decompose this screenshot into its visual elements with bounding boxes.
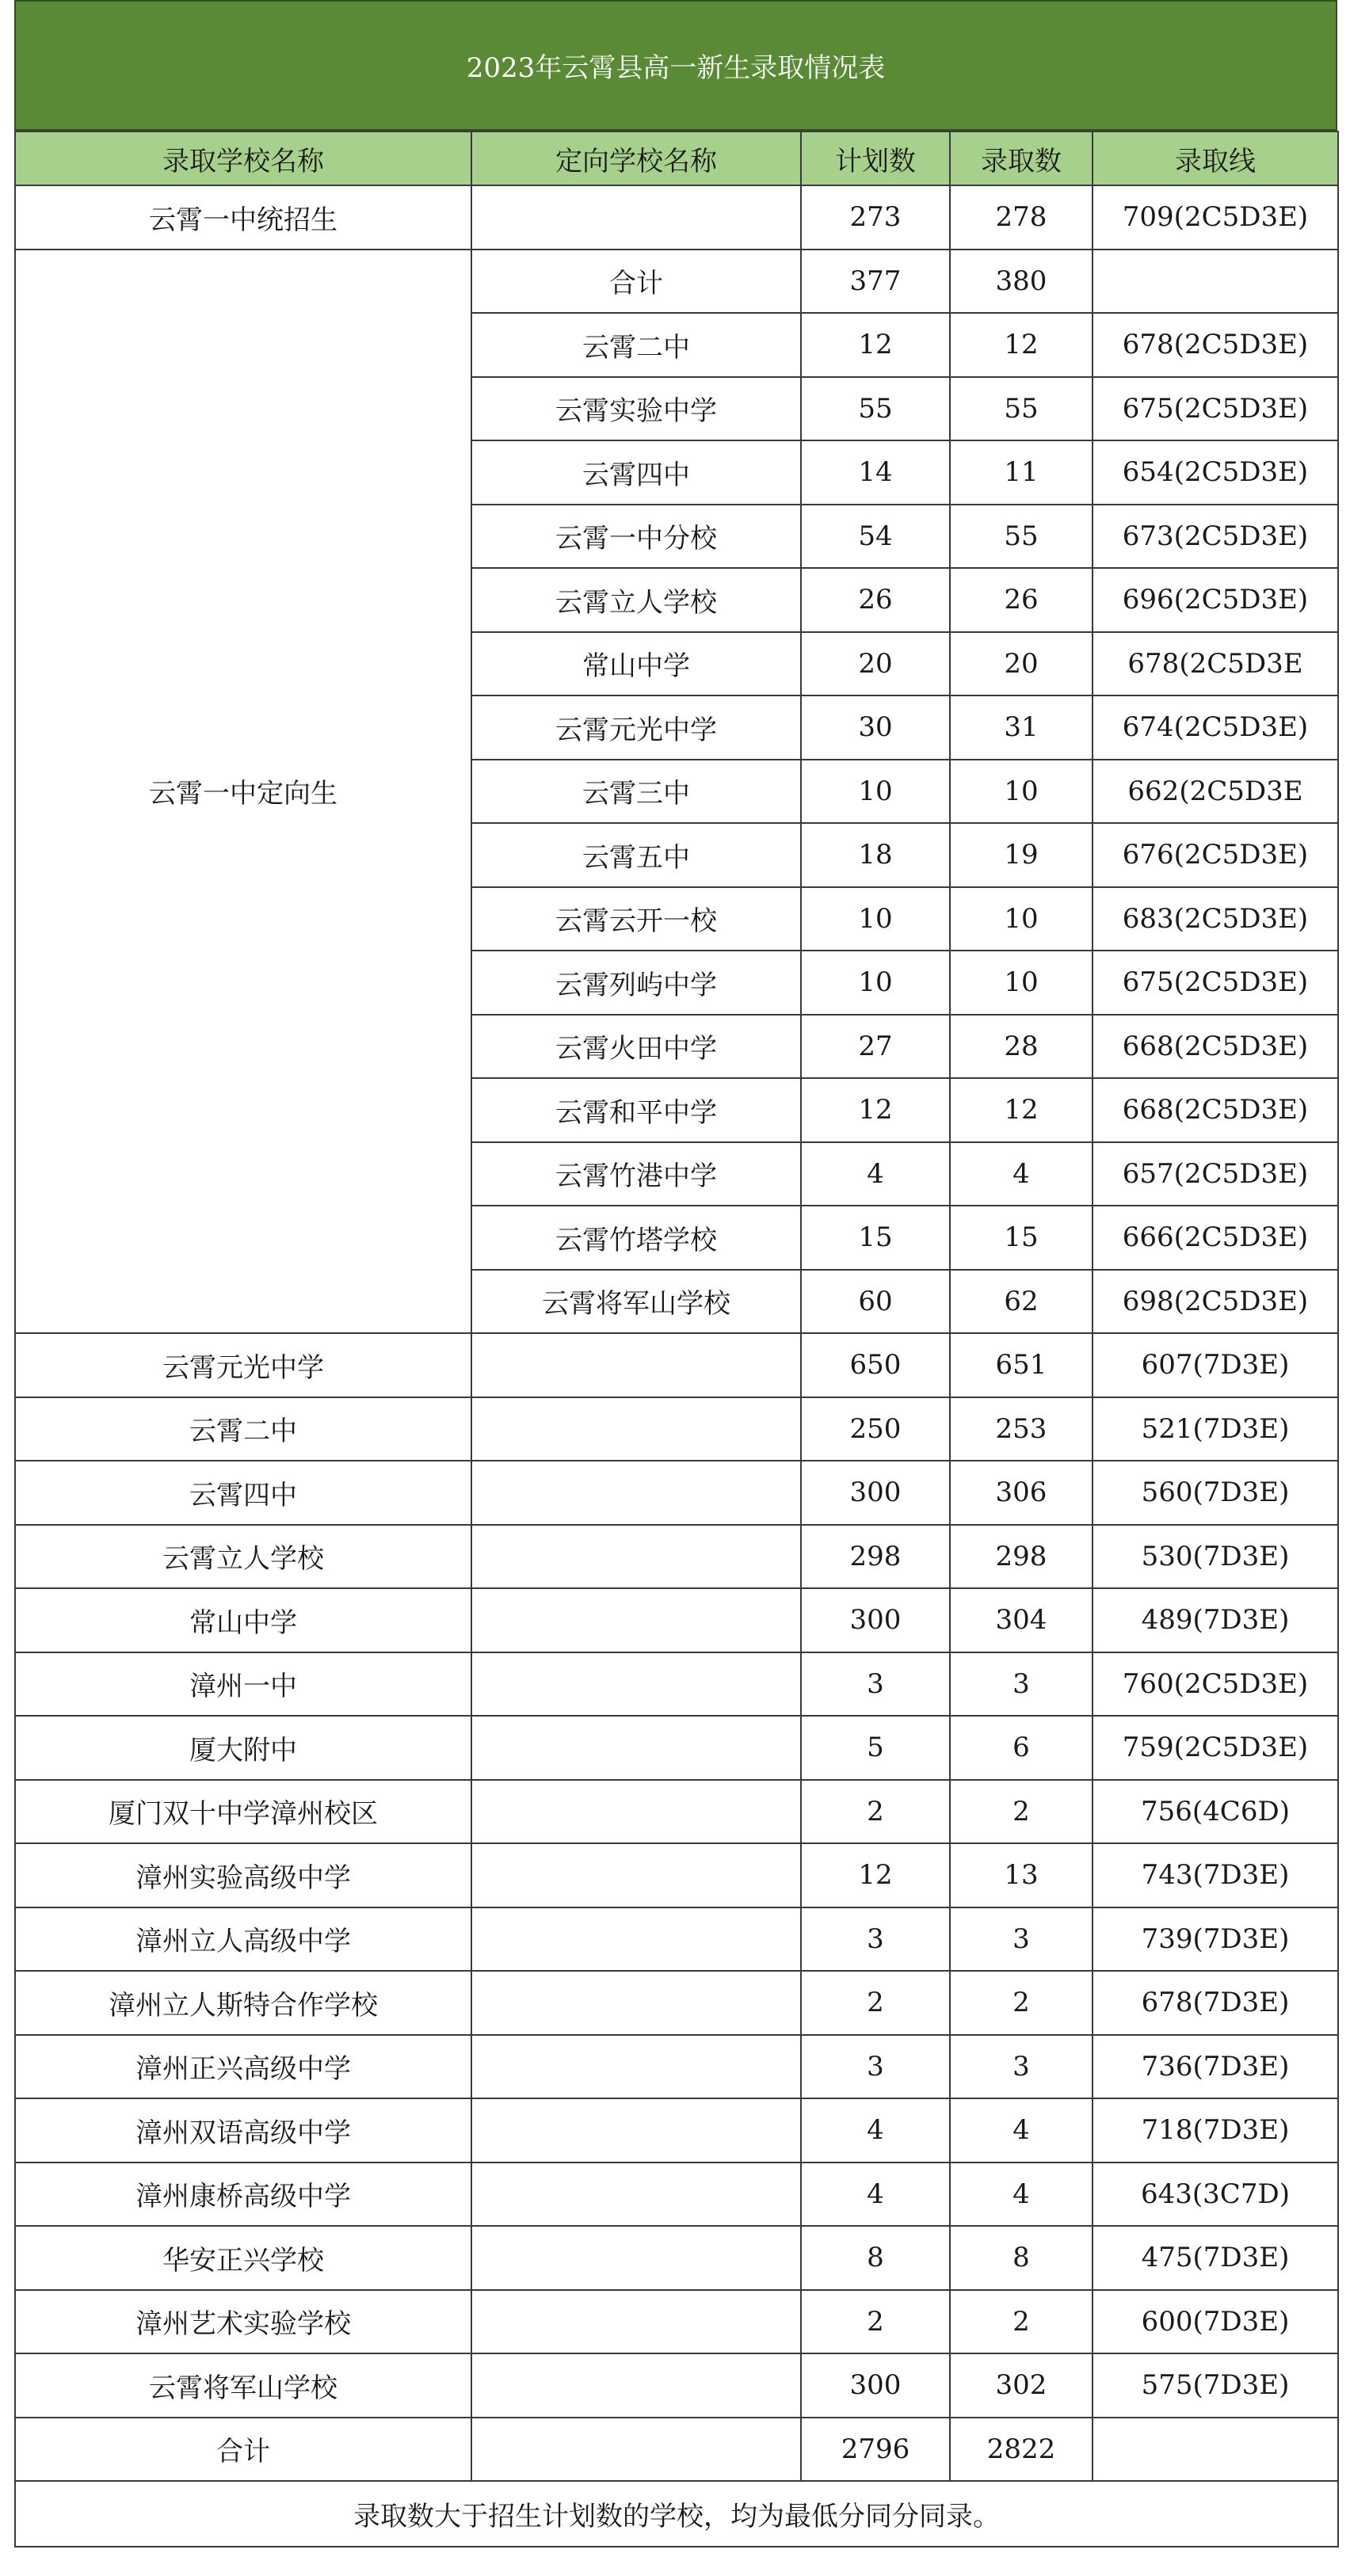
cell-admitted: 3 [950,2035,1093,2099]
cell-directed-school [471,2098,801,2163]
cell-cutoff: 718(7D3E) [1093,2098,1338,2163]
cell-admitting-school: 云霄一中统招生 [15,185,471,250]
cell-cutoff: 666(2C5D3E) [1093,1206,1338,1270]
cell-plan: 250 [801,1397,950,1461]
table-title-bar [14,0,1337,131]
cell-directed-school: 云霄实验中学 [471,377,801,441]
cell-directed-school: 云霄元光中学 [471,695,801,760]
cell-plan: 300 [801,2353,950,2418]
cell-admitted: 15 [950,1206,1093,1270]
cell-admitted: 13 [950,1843,1093,1907]
table-row [15,2035,1338,2099]
cell-admitted: 302 [950,2353,1093,2418]
cell-plan: 12 [801,313,950,377]
header-directed-school: 定向学校名称 [471,131,801,185]
header-plan: 计划数 [801,131,950,185]
cell-plan: 4 [801,2098,950,2163]
cell-directed-school [471,2418,801,2482]
cell-cutoff: 668(2C5D3E) [1093,1078,1338,1142]
cell-directed-school: 云霄一中分校 [471,505,801,569]
cell-admitted: 306 [950,1461,1093,1525]
cell-directed-school [471,1780,801,1844]
table-row [15,1971,1338,2035]
cell-plan: 3 [801,2035,950,2099]
cell-admitted: 55 [950,505,1093,569]
header-admitting-school: 录取学校名称 [15,131,471,185]
cell-admitting-school: 合计 [15,2418,471,2482]
admission-table [14,131,1339,2547]
cell-admitted: 3 [950,1652,1093,1717]
cell-cutoff: 530(7D3E) [1093,1525,1338,1589]
cell-admitting-school: 云霄四中 [15,1461,471,1525]
cell-directed-school: 云霄二中 [471,313,801,377]
cell-admitting-school: 厦大附中 [15,1716,471,1780]
cell-cutoff: 743(7D3E) [1093,1843,1338,1907]
cell-admitted: 31 [950,695,1093,760]
cell-directed-school: 云霄火田中学 [471,1015,801,1079]
cell-cutoff: 683(2C5D3E) [1093,887,1338,951]
cell-cutoff: 643(3C7D) [1093,2163,1338,2227]
cell-plan: 20 [801,632,950,696]
cell-cutoff: 739(7D3E) [1093,1907,1338,1972]
cell-cutoff: 759(2C5D3E) [1093,1716,1338,1780]
cell-admitted: 651 [950,1333,1093,1397]
table-row [15,1716,1338,1780]
cell-admitted: 28 [950,1015,1093,1079]
table-row [15,2226,1338,2290]
cell-cutoff: 662(2C5D3E [1093,760,1338,824]
cell-admitted: 20 [950,632,1093,696]
table-row [15,1461,1338,1525]
cell-admitted: 2 [950,2290,1093,2354]
cell-admitting-school: 漳州立人高级中学 [15,1907,471,1972]
cell-directed-school [471,1716,801,1780]
cell-plan: 8 [801,2226,950,2290]
cell-directed-school [471,185,801,250]
cell-cutoff: 675(2C5D3E) [1093,951,1338,1015]
table-row [15,185,1338,250]
cell-plan: 55 [801,377,950,441]
cell-admitting-school: 常山中学 [15,1588,471,1652]
cell-admitting-school: 云霄元光中学 [15,1333,471,1397]
cell-admitted: 304 [950,1588,1093,1652]
table-row [15,1397,1338,1461]
cell-admitting-school: 厦门双十中学漳州校区 [15,1780,471,1844]
cell-admitting-school: 漳州正兴高级中学 [15,2035,471,2099]
cell-directed-school [471,1333,801,1397]
table-row [15,1588,1338,1652]
cell-cutoff [1093,2418,1338,2482]
cell-cutoff: 600(7D3E) [1093,2290,1338,2354]
cell-directed-school [471,1971,801,2035]
cell-plan: 15 [801,1206,950,1270]
cell-admitted: 380 [950,250,1093,314]
cell-plan: 18 [801,823,950,887]
cell-cutoff: 756(4C6D) [1093,1780,1338,1844]
cell-directed-school [471,1843,801,1907]
table-row [15,1652,1338,1717]
cell-directed-school: 云霄云开一校 [471,887,801,951]
cell-plan: 30 [801,695,950,760]
cell-cutoff: 760(2C5D3E) [1093,1652,1338,1717]
cell-admitted: 253 [950,1397,1093,1461]
cell-plan: 3 [801,1907,950,1972]
cell-directed-school: 云霄四中 [471,440,801,505]
cell-cutoff: 678(7D3E) [1093,1971,1338,2035]
cell-admitting-school: 漳州康桥高级中学 [15,2163,471,2227]
cell-admitted: 10 [950,887,1093,951]
cell-directed-school: 云霄列屿中学 [471,951,801,1015]
cell-cutoff: 657(2C5D3E) [1093,1142,1338,1206]
cell-cutoff: 674(2C5D3E) [1093,695,1338,760]
cell-plan: 650 [801,1333,950,1397]
cell-admitting-school: 漳州双语高级中学 [15,2098,471,2163]
cell-admitted: 62 [950,1270,1093,1334]
cell-cutoff: 676(2C5D3E) [1093,823,1338,887]
cell-plan: 2 [801,2290,950,2354]
cell-directed-school [471,2035,801,2099]
cell-cutoff: 654(2C5D3E) [1093,440,1338,505]
cell-admitted: 2 [950,1780,1093,1844]
table-title: 2023年云霄县高一新生录取情况表 [466,52,886,84]
cell-admitting-school: 漳州实验高级中学 [15,1843,471,1907]
cell-plan: 4 [801,1142,950,1206]
cell-admitting-school: 云霄将军山学校 [15,2353,471,2418]
cell-plan: 54 [801,505,950,569]
cell-admitting-school: 云霄立人学校 [15,1525,471,1589]
cell-admitted: 11 [950,440,1093,505]
table-row [15,2098,1338,2163]
cell-plan: 377 [801,250,950,314]
cell-directed-school [471,1461,801,1525]
cell-plan: 273 [801,185,950,250]
cell-directed-group-school: 云霄一中定向生 [15,250,471,1334]
cell-cutoff: 698(2C5D3E) [1093,1270,1338,1334]
cell-plan: 10 [801,760,950,824]
cell-cutoff: 475(7D3E) [1093,2226,1338,2290]
cell-admitted: 3 [950,1907,1093,1972]
cell-admitted: 10 [950,760,1093,824]
table-row [15,2290,1338,2354]
cell-cutoff: 575(7D3E) [1093,2353,1338,2418]
header-cutoff: 录取线 [1093,131,1338,185]
cell-admitted: 4 [950,1142,1093,1206]
cell-directed-school [471,2226,801,2290]
cell-directed-school [471,2290,801,2354]
cell-directed-school: 云霄三中 [471,760,801,824]
cell-admitting-school: 云霄二中 [15,1397,471,1461]
cell-plan: 2796 [801,2418,950,2482]
cell-cutoff: 668(2C5D3E) [1093,1015,1338,1079]
cell-admitted: 4 [950,2098,1093,2163]
cell-directed-school [471,1397,801,1461]
cell-admitted: 12 [950,1078,1093,1142]
cell-cutoff: 675(2C5D3E) [1093,377,1338,441]
cell-cutoff: 607(7D3E) [1093,1333,1338,1397]
cell-plan: 12 [801,1843,950,1907]
cell-admitted: 6 [950,1716,1093,1780]
cell-admitting-school: 漳州艺术实验学校 [15,2290,471,2354]
cell-cutoff: 673(2C5D3E) [1093,505,1338,569]
cell-directed-school: 常山中学 [471,632,801,696]
cell-admitting-school: 华安正兴学校 [15,2226,471,2290]
table-row [15,1780,1338,1844]
cell-admitted: 26 [950,568,1093,632]
cell-plan: 2 [801,1971,950,2035]
cell-admitted: 10 [950,951,1093,1015]
cell-admitted: 55 [950,377,1093,441]
cell-cutoff: 521(7D3E) [1093,1397,1338,1461]
cell-directed-school: 云霄竹港中学 [471,1142,801,1206]
cell-directed-school [471,2163,801,2227]
cell-plan: 300 [801,1588,950,1652]
footnote-row [15,2481,1338,2547]
cell-admitted: 278 [950,185,1093,250]
footnote: 录取数大于招生计划数的学校，均为最低分同分同录。 [15,2481,1338,2547]
cell-directed-school: 云霄和平中学 [471,1078,801,1142]
cell-plan: 26 [801,568,950,632]
cell-admitting-school: 漳州立人斯特合作学校 [15,1971,471,2035]
admission-table-page [14,0,1337,2576]
cell-plan: 27 [801,1015,950,1079]
cell-cutoff [1093,250,1338,314]
cell-directed-school: 云霄竹塔学校 [471,1206,801,1270]
cell-cutoff: 489(7D3E) [1093,1588,1338,1652]
header-admitted: 录取数 [950,131,1093,185]
table-row [15,2163,1338,2227]
cell-plan: 3 [801,1652,950,1717]
table-row [15,1525,1338,1589]
cell-plan: 2 [801,1780,950,1844]
table-row [15,2353,1338,2418]
cell-admitted: 4 [950,2163,1093,2227]
cell-directed-school [471,1907,801,1972]
cell-admitted: 12 [950,313,1093,377]
cell-plan: 298 [801,1525,950,1589]
cell-admitted: 19 [950,823,1093,887]
cell-admitted: 8 [950,2226,1093,2290]
cell-admitted: 2 [950,1971,1093,2035]
cell-directed-school [471,1652,801,1717]
cell-admitting-school: 漳州一中 [15,1652,471,1717]
cell-plan: 4 [801,2163,950,2227]
table-row [15,250,1338,314]
cell-directed-school: 云霄立人学校 [471,568,801,632]
cell-plan: 60 [801,1270,950,1334]
cell-plan: 10 [801,887,950,951]
cell-directed-school [471,1588,801,1652]
cell-admitted: 298 [950,1525,1093,1589]
cell-cutoff: 560(7D3E) [1093,1461,1338,1525]
cell-plan: 12 [801,1078,950,1142]
table-row [15,1907,1338,1972]
cell-directed-school: 云霄将军山学校 [471,1270,801,1334]
table-row [15,1843,1338,1907]
cell-cutoff: 696(2C5D3E) [1093,568,1338,632]
cell-directed-school [471,1525,801,1589]
cell-directed-school: 云霄五中 [471,823,801,887]
cell-plan: 10 [801,951,950,1015]
cell-cutoff: 678(2C5D3E [1093,632,1338,696]
cell-plan: 300 [801,1461,950,1525]
table-row [15,1333,1338,1397]
total-row [15,2418,1338,2482]
cell-cutoff: 678(2C5D3E) [1093,313,1338,377]
cell-cutoff: 736(7D3E) [1093,2035,1338,2099]
cell-directed-school [471,2353,801,2418]
header-row [15,131,1338,185]
cell-cutoff: 709(2C5D3E) [1093,185,1338,250]
cell-plan: 5 [801,1716,950,1780]
cell-directed-school: 合计 [471,250,801,314]
cell-plan: 14 [801,440,950,505]
cell-admitted: 2822 [950,2418,1093,2482]
